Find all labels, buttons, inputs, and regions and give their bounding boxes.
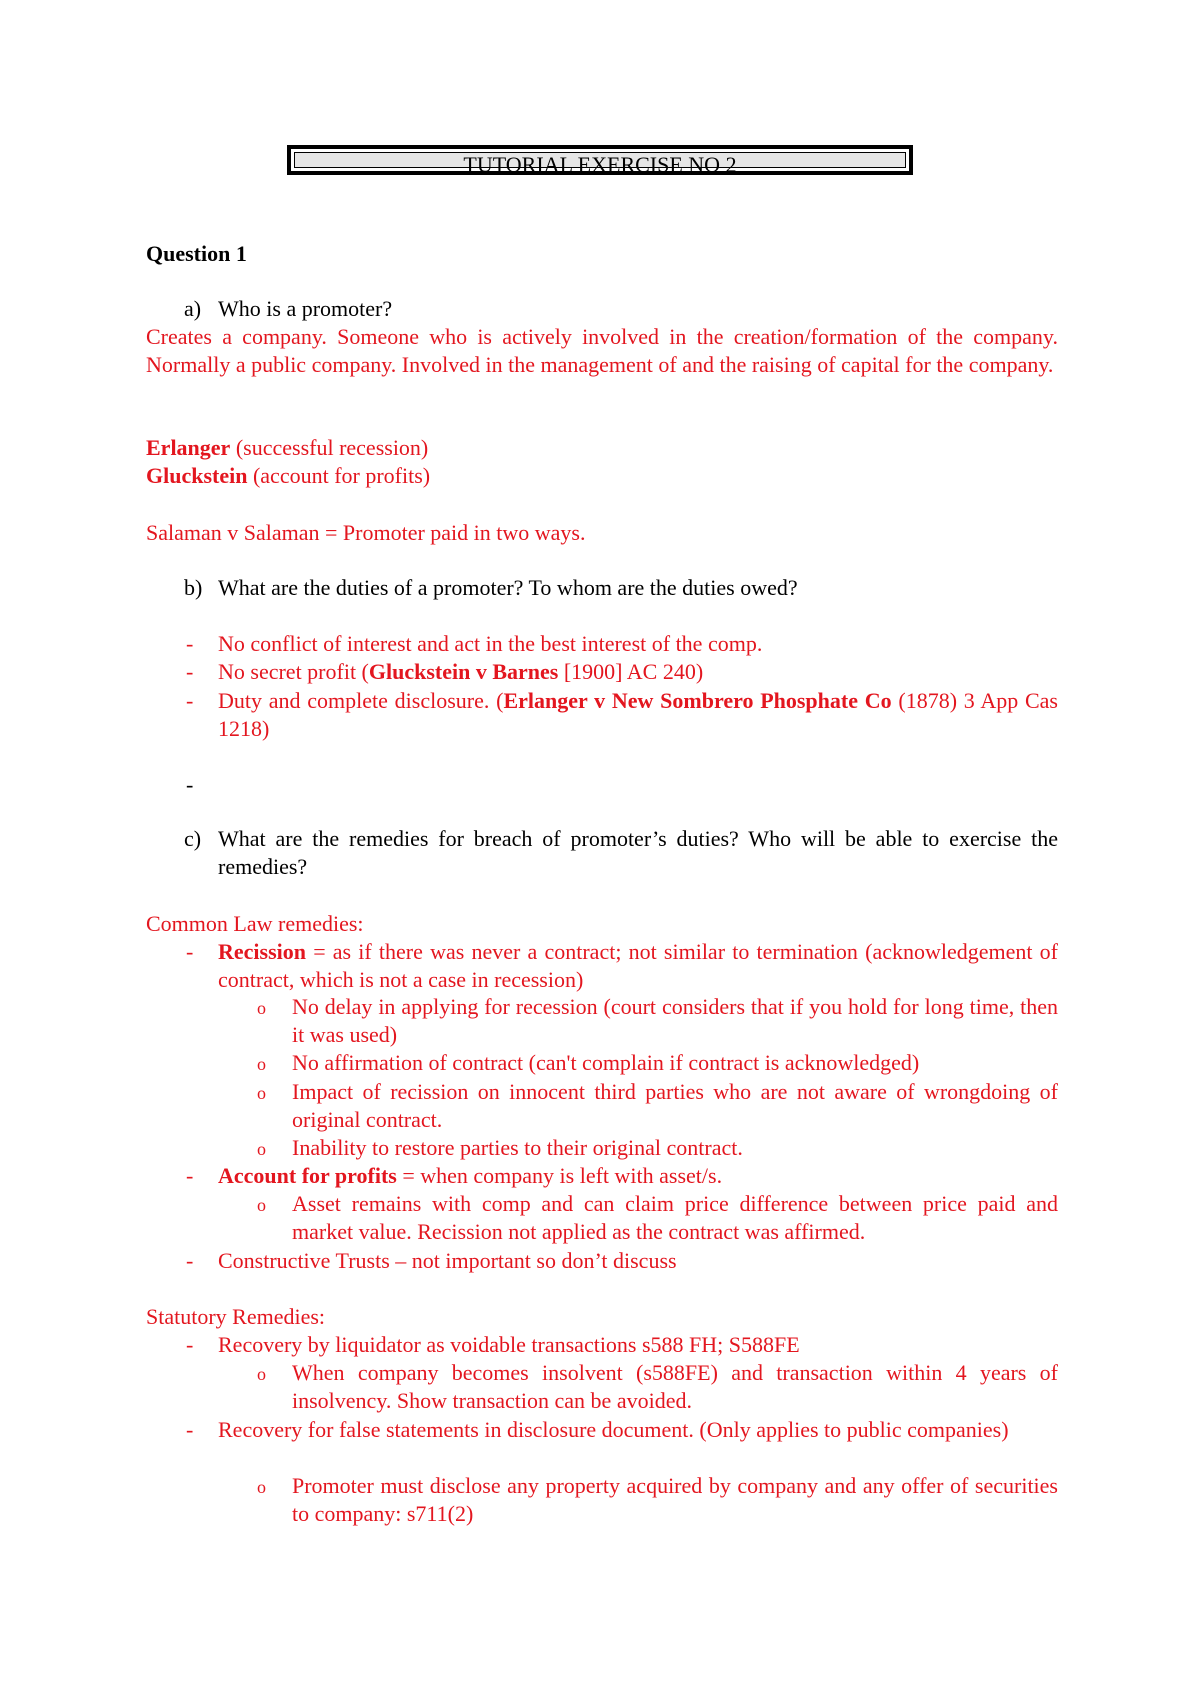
title-box (287, 145, 913, 175)
dash-marker: - (186, 688, 194, 713)
answer-a: Creates a company. Someone who is actively involved in the creation/formation of the company. Normally a public company. Involved in the management of and the raising of capital for the company. (146, 324, 1058, 377)
sub-text: Promoter must disclose any property acquired by company and any offer of securities to company: s711(2) (292, 1473, 1058, 1526)
page-title: TUTORIAL EXERCISE NO 2 (294, 152, 906, 168)
bullet-marker: o (257, 1477, 266, 1497)
bullet-marker: o (257, 1054, 266, 1074)
bullet-marker: o (257, 998, 266, 1018)
question-heading: Question 1 (146, 241, 247, 266)
question-c-marker: c) (184, 826, 202, 851)
dash-marker: - (186, 1248, 194, 1273)
question-a-text: Who is a promoter? (218, 296, 393, 321)
bullet-marker: o (257, 1083, 266, 1103)
case-name: Gluckstein v Barnes (368, 659, 559, 684)
question-b-text: What are the duties of a promoter? To whom are the duties owed? (218, 575, 798, 600)
remedy-label: Account for profits (218, 1163, 397, 1188)
question-b-marker: b) (184, 575, 203, 600)
dash-marker: - (186, 659, 194, 684)
gluckstein-note: (account for profits) (247, 463, 431, 488)
remedy-text: Recovery for false statements in disclosure document. (Only applies to public companies) (218, 1417, 1009, 1442)
gluckstein-name: Gluckstein (146, 463, 248, 488)
question-c-text: What are the remedies for breach of promoter’s duties? Who will be able to exercise the remedies? (218, 826, 1058, 879)
sub-text: Impact of recission on innocent third parties who are not aware of wrongdoing of original contract. (292, 1079, 1058, 1132)
sub-text: Inability to restore parties to their original contract. (292, 1135, 743, 1160)
bullet-marker: o (257, 1139, 266, 1159)
bullet-marker: o (257, 1195, 266, 1215)
erlanger-name: Erlanger (146, 435, 231, 460)
sub-text: Asset remains with comp and can claim price difference between price paid and market value. Recission not applied as the contract was affirmed. (292, 1191, 1058, 1244)
gluckstein-line (146, 462, 1058, 490)
erlanger-line (146, 434, 1058, 462)
dash-marker: - (186, 1163, 194, 1188)
remedy-text: Recission = as if there was never a contract; not similar to termination (acknowledgement of contract, which is not a case in recession) (218, 939, 1058, 992)
salaman-line: Salaman v Salaman = Promoter paid in two ways. (146, 520, 586, 545)
case-name: Erlanger v New Sombrero Phosphate Co (503, 688, 892, 713)
dash-marker: - (186, 939, 194, 964)
dash-marker: - (186, 772, 194, 797)
document-page (146, 0, 1058, 1698)
remedy-text: Constructive Trusts – not important so don’t discuss (218, 1248, 677, 1273)
duty-text: No conflict of interest and act in the best interest of the comp. (218, 631, 763, 656)
sub-text: No affirmation of contract (can't complain if contract is acknowledged) (292, 1050, 920, 1075)
remedy-label: Recission (218, 939, 306, 964)
sub-text: No delay in applying for recession (court considers that if you hold for long time, then it was used) (292, 994, 1058, 1047)
bullet-marker: o (257, 1364, 266, 1384)
dash-marker: - (186, 1332, 194, 1357)
question-a-marker: a) (184, 296, 202, 321)
dash-marker: - (186, 1417, 194, 1442)
erlanger-note: (successful recession) (230, 435, 429, 460)
dash-marker: - (186, 631, 194, 656)
duty-text: Duty and complete disclosure. (Erlanger v New Sombrero Phosphate Co (1878) 3 App Cas 1218) (218, 688, 1058, 741)
common-law-heading: Common Law remedies: (146, 911, 364, 936)
statutory-heading: Statutory Remedies: (146, 1304, 326, 1329)
duty-text: No secret profit (Gluckstein v Barnes [1900] AC 240) (218, 659, 704, 684)
sub-text: When company becomes insolvent (s588FE) and transaction within 4 years of insolvency. Show transaction can be avoided. (292, 1360, 1058, 1413)
remedy-text: Account for profits = when company is left with asset/s. (218, 1163, 723, 1188)
remedy-text: Recovery by liquidator as voidable transactions s588 FH; S588FE (218, 1332, 800, 1357)
